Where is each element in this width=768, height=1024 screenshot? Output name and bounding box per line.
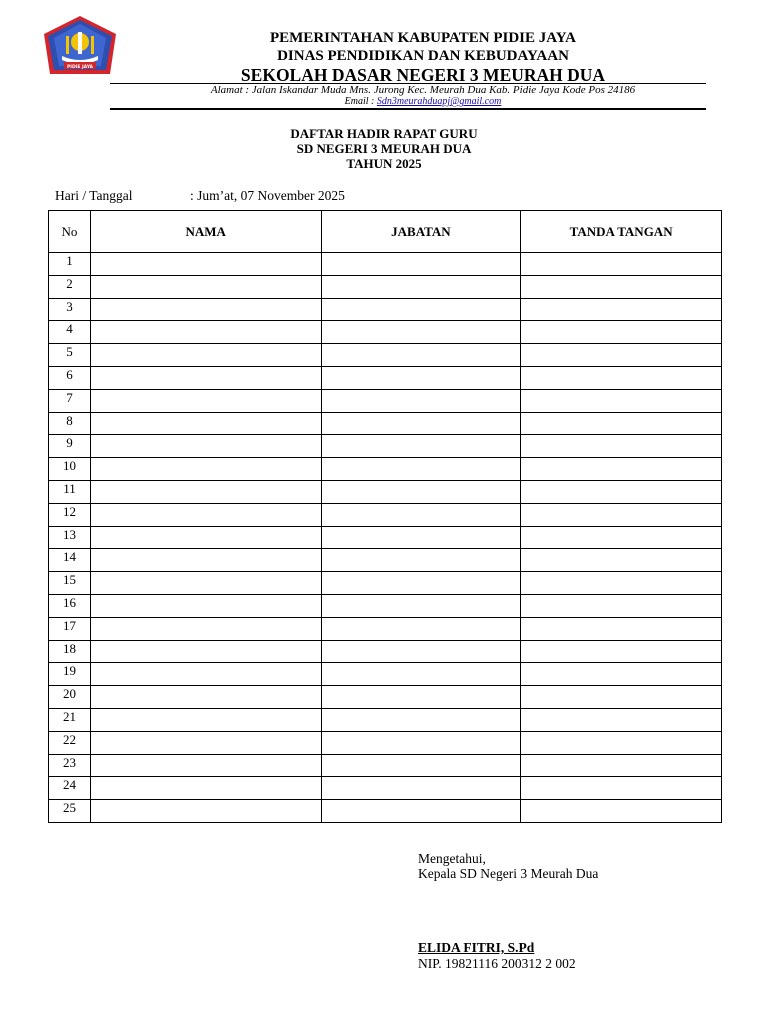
table-row (49, 344, 722, 367)
row-number: 9 (49, 435, 91, 458)
email-label: Email : (344, 96, 377, 107)
cell-nama (90, 594, 321, 617)
cell-tanda-tangan (521, 321, 722, 344)
cell-nama (90, 526, 321, 549)
cell-tanda-tangan (521, 800, 722, 823)
cell-tanda-tangan (521, 663, 722, 686)
row-number: 22 (49, 731, 91, 754)
row-number: 11 (49, 480, 91, 503)
table-row (49, 458, 722, 481)
signature-name: ELIDA FITRI, S.Pd (418, 940, 535, 955)
cell-jabatan (321, 663, 521, 686)
email-link[interactable]: Sdn3meurahduapj@gmail.com (376, 96, 502, 107)
cell-tanda-tangan (521, 298, 722, 321)
row-number: 4 (49, 321, 91, 344)
row-number: 17 (49, 617, 91, 640)
header-school-name: SEKOLAH DASAR NEGERI 3 MEURAH DUA (240, 65, 606, 85)
col-header-tanda-tangan: TANDA TANGAN (521, 211, 722, 253)
row-number: 18 (49, 640, 91, 663)
table-row (49, 389, 722, 412)
cell-nama (90, 298, 321, 321)
header-government: PEMERINTAHAN KABUPATEN PIDIE JAYA (269, 30, 576, 46)
doc-title: DAFTAR HADIR RAPAT GURU (290, 126, 478, 141)
table-row (49, 435, 722, 458)
cell-tanda-tangan (521, 777, 722, 800)
cell-nama (90, 572, 321, 595)
cell-jabatan (321, 366, 521, 389)
cell-jabatan (321, 549, 521, 572)
cell-nama (90, 366, 321, 389)
table-row (49, 572, 722, 595)
cell-jabatan (321, 800, 521, 823)
cell-tanda-tangan (521, 708, 722, 731)
row-number: 23 (49, 754, 91, 777)
header-address: Alamat : Jalan Iskandar Muda Mns. Jurong Kec. Meurah Dua Kab. Pidie Jaya Kode Pos 24186 (210, 84, 636, 96)
date-row (55, 188, 345, 204)
row-number: 5 (49, 344, 91, 367)
cell-jabatan (321, 253, 521, 276)
cell-jabatan (321, 572, 521, 595)
cell-tanda-tangan (521, 366, 722, 389)
cell-nama (90, 663, 321, 686)
table-row (49, 800, 722, 823)
cell-tanda-tangan (521, 389, 722, 412)
cell-jabatan (321, 503, 521, 526)
col-header-jabatan: JABATAN (321, 211, 521, 253)
table-row (49, 549, 722, 572)
cell-tanda-tangan (521, 253, 722, 276)
cell-jabatan (321, 594, 521, 617)
doc-subtitle-school: SD NEGERI 3 MEURAH DUA (296, 141, 472, 156)
cell-nama (90, 640, 321, 663)
row-number: 21 (49, 708, 91, 731)
table-row (49, 526, 722, 549)
cell-jabatan (321, 389, 521, 412)
cell-jabatan (321, 686, 521, 709)
cell-jabatan (321, 321, 521, 344)
cell-nama (90, 777, 321, 800)
cell-tanda-tangan (521, 275, 722, 298)
cell-jabatan (321, 617, 521, 640)
row-number: 16 (49, 594, 91, 617)
cell-tanda-tangan (521, 412, 722, 435)
cell-nama (90, 253, 321, 276)
row-number: 6 (49, 366, 91, 389)
table-header-row (49, 211, 722, 253)
row-number: 24 (49, 777, 91, 800)
cell-nama (90, 549, 321, 572)
cell-jabatan (321, 412, 521, 435)
cell-nama (90, 435, 321, 458)
table-row (49, 686, 722, 709)
header-divider-thick (110, 108, 706, 110)
cell-jabatan (321, 640, 521, 663)
cell-nama (90, 275, 321, 298)
cell-nama (90, 412, 321, 435)
col-header-no: No (49, 211, 91, 253)
col-header-nama: NAMA (90, 211, 321, 253)
doc-subtitle-year: TAHUN 2025 (346, 156, 422, 171)
cell-nama (90, 503, 321, 526)
cell-jabatan (321, 344, 521, 367)
table-row (49, 503, 722, 526)
signature-position: Kepala SD Negeri 3 Meurah Dua (418, 866, 599, 881)
cell-tanda-tangan (521, 503, 722, 526)
attendance-table (48, 210, 722, 823)
row-number: 14 (49, 549, 91, 572)
table-row (49, 253, 722, 276)
table-row (49, 321, 722, 344)
row-number: 19 (49, 663, 91, 686)
signature-nip: NIP. 19821116 200312 2 002 (418, 956, 576, 971)
attendance-table-body (49, 253, 722, 823)
date-value: : Jum’at, 07 November 2025 (190, 188, 345, 203)
row-number: 1 (49, 253, 91, 276)
cell-jabatan (321, 708, 521, 731)
cell-tanda-tangan (521, 549, 722, 572)
cell-tanda-tangan (521, 480, 722, 503)
cell-nama (90, 708, 321, 731)
cell-jabatan (321, 777, 521, 800)
table-row (49, 777, 722, 800)
cell-nama (90, 686, 321, 709)
table-row (49, 708, 722, 731)
cell-tanda-tangan (521, 435, 722, 458)
row-number: 7 (49, 389, 91, 412)
row-number: 12 (49, 503, 91, 526)
table-row (49, 298, 722, 321)
cell-tanda-tangan (521, 458, 722, 481)
row-number: 2 (49, 275, 91, 298)
cell-tanda-tangan (521, 640, 722, 663)
table-row (49, 617, 722, 640)
cell-jabatan (321, 480, 521, 503)
cell-jabatan (321, 298, 521, 321)
cell-jabatan (321, 435, 521, 458)
header-department: DINAS PENDIDIKAN DAN KEBUDAYAAN (277, 48, 569, 64)
cell-jabatan (321, 275, 521, 298)
cell-nama (90, 731, 321, 754)
header-email-line (0, 96, 768, 107)
cell-jabatan (321, 754, 521, 777)
cell-jabatan (321, 458, 521, 481)
cell-nama (90, 617, 321, 640)
row-number: 8 (49, 412, 91, 435)
signature-acknowledged: Mengetahui, (418, 851, 486, 866)
row-number: 3 (49, 298, 91, 321)
cell-tanda-tangan (521, 686, 722, 709)
table-row (49, 663, 722, 686)
cell-tanda-tangan (521, 594, 722, 617)
row-number: 13 (49, 526, 91, 549)
table-row (49, 594, 722, 617)
cell-nama (90, 321, 321, 344)
table-row (49, 366, 722, 389)
cell-nama (90, 754, 321, 777)
table-row (49, 275, 722, 298)
table-row (49, 640, 722, 663)
cell-jabatan (321, 731, 521, 754)
cell-tanda-tangan (521, 572, 722, 595)
table-row (49, 480, 722, 503)
table-row (49, 754, 722, 777)
cell-jabatan (321, 526, 521, 549)
cell-tanda-tangan (521, 344, 722, 367)
cell-tanda-tangan (521, 526, 722, 549)
row-number: 20 (49, 686, 91, 709)
date-label: Hari / Tanggal (55, 188, 133, 203)
cell-tanda-tangan (521, 731, 722, 754)
table-row (49, 412, 722, 435)
table-row (49, 731, 722, 754)
cell-nama (90, 389, 321, 412)
logo-text: PIDIE JAYA (66, 65, 94, 70)
cell-tanda-tangan (521, 754, 722, 777)
cell-nama (90, 800, 321, 823)
cell-nama (90, 344, 321, 367)
row-number: 10 (49, 458, 91, 481)
cell-nama (90, 458, 321, 481)
cell-nama (90, 480, 321, 503)
row-number: 15 (49, 572, 91, 595)
cell-tanda-tangan (521, 617, 722, 640)
row-number: 25 (49, 800, 91, 823)
